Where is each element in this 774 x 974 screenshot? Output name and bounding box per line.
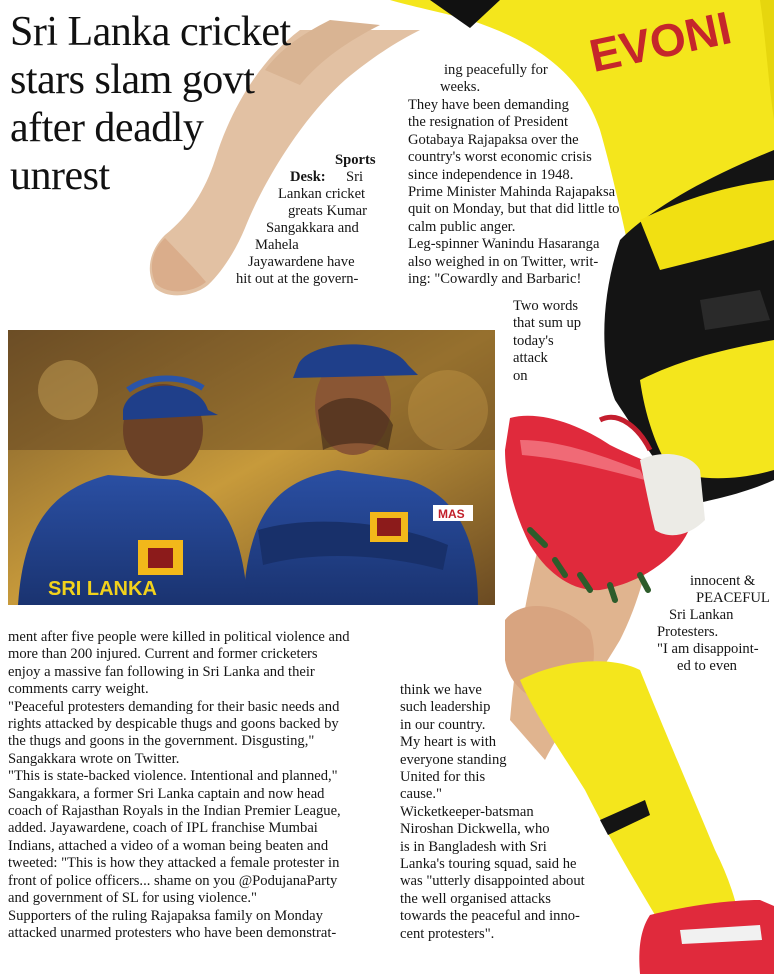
text-line: They have been demanding xyxy=(408,97,569,113)
headline-line: stars slam govt xyxy=(10,57,255,103)
text-line: Mahela xyxy=(255,237,299,253)
text-line: Prime Minister Mahinda Rajapaksa xyxy=(408,184,616,201)
text-line: Protesters. xyxy=(657,624,719,640)
text-line: United for this xyxy=(400,769,486,786)
text-line: country's worst economic crisis xyxy=(408,149,592,166)
text-line: Sangakkara wrote on Twitter. xyxy=(8,750,180,767)
shirt-text: SRI LANKA xyxy=(48,578,157,600)
text-line: attacked unarmed protesters who have been demonstrat- xyxy=(8,924,337,941)
text-line: ing peacefully for xyxy=(444,62,548,78)
dateline xyxy=(335,152,376,169)
jersey-sponsor-text: EVONI xyxy=(584,1,736,82)
text-line: such leadership xyxy=(400,699,491,716)
cricketers-photo xyxy=(8,330,495,605)
column-3-line xyxy=(677,658,737,675)
text-line: greats Kumar xyxy=(288,203,368,219)
text-line: towards the peaceful and inno- xyxy=(400,908,580,925)
text-line: cent protesters". xyxy=(400,925,495,942)
text-line: attack xyxy=(513,350,548,367)
text-line: Two words xyxy=(513,298,579,314)
text-line: comments carry weight. xyxy=(8,681,149,698)
headline-line: Sri Lanka cricket xyxy=(10,9,291,55)
column-2-line xyxy=(440,79,480,96)
text-line: weeks. xyxy=(440,79,481,95)
text-line: today's xyxy=(513,332,554,349)
text-line: the resignation of President xyxy=(408,114,569,131)
text-line: PEACEFUL xyxy=(696,590,770,606)
text-line: rights attacked by despicable thugs and goons backed by xyxy=(8,716,339,733)
column-2-continued xyxy=(513,298,581,385)
text-line: in our country. xyxy=(400,716,486,733)
text-line: My heart is with xyxy=(400,734,497,751)
text-line: calm public anger. xyxy=(408,218,516,235)
text-line: everyone standing xyxy=(400,751,507,768)
intro-paragraph xyxy=(236,271,358,288)
text-line: Sangakkara, a former Sri Lanka captain and now head xyxy=(8,785,325,802)
column-3-line xyxy=(657,641,759,658)
text-line: the thugs and goons in the government. Disgusting," xyxy=(8,733,315,750)
text-line: Sri xyxy=(346,169,364,185)
text-line: innocent & xyxy=(690,573,756,589)
text-line: "I am disappoint- xyxy=(657,641,759,657)
column-2-line xyxy=(444,62,548,79)
column-3-line xyxy=(690,573,755,590)
text-line: Lanka's touring squad, said he xyxy=(400,856,577,873)
text-line: coach of Rajasthan Royals in the Indian Premier League, xyxy=(8,803,341,820)
intro-paragraph xyxy=(278,186,365,203)
text-line: Niroshan Dickwella, who xyxy=(400,821,550,838)
column-1-paragraph xyxy=(8,629,388,942)
text-line: tweeted: "This is how they attacked a female protester in xyxy=(8,855,340,872)
text-line: Gotabaya Rajapaksa over the xyxy=(408,131,579,148)
text-line: the well organised attacks xyxy=(400,890,551,907)
text-line: on xyxy=(513,367,528,384)
text-line: Sangakkara and xyxy=(266,220,359,236)
text-line: cause." xyxy=(400,786,443,803)
dateline-label: Desk: xyxy=(290,169,326,185)
text-line: front of police officers... shame on you @PodujanaParty xyxy=(8,872,338,889)
text-line: and government of SL for using violence." xyxy=(8,890,257,907)
headline-line: unrest xyxy=(10,153,110,199)
column-3-line xyxy=(669,607,733,624)
text-line: ment after five people were killed in political violence and xyxy=(8,629,350,645)
intro-paragraph xyxy=(266,220,359,237)
intro-paragraph xyxy=(346,169,363,186)
dateline-label: Sports xyxy=(335,152,376,168)
text-line: "This is state-backed violence. Intentional and planned," xyxy=(8,768,338,785)
text-line: "Peaceful protesters demanding for their basic needs and xyxy=(8,698,340,715)
intro-paragraph xyxy=(288,203,367,220)
text-line: is in Bangladesh with Sri xyxy=(400,838,547,855)
text-line: since independence in 1948. xyxy=(408,166,574,183)
text-line: ed to even xyxy=(677,658,737,674)
text-line: quit on Monday, but that did little to xyxy=(408,201,620,218)
text-line: was "utterly disappointed about xyxy=(400,873,585,890)
photo-illustration xyxy=(8,330,495,605)
headline-line: after deadly xyxy=(10,105,204,151)
text-line: Wicketkeeper-batsman xyxy=(400,803,534,820)
text-line: Sri Lankan xyxy=(669,607,734,623)
text-line: also weighed in on Twitter, writ- xyxy=(408,253,599,270)
column-3-line xyxy=(696,590,770,607)
text-line: more than 200 injured. Current and former cricketers xyxy=(8,646,318,663)
text-line: Leg-spinner Wanindu Hasaranga xyxy=(408,236,600,253)
headline xyxy=(10,8,330,200)
intro-paragraph xyxy=(255,237,299,254)
text-line: that sum up xyxy=(513,315,582,332)
sponsor-text: MAS xyxy=(438,507,465,521)
text-line: think we have xyxy=(400,682,482,698)
column-4-paragraph xyxy=(400,682,585,943)
column-3-line xyxy=(657,624,718,641)
dateline xyxy=(290,169,326,186)
text-line: enjoy a massive fan following in Sri Lanka and their xyxy=(8,663,315,680)
text-line: Jayawardene have xyxy=(248,254,355,270)
text-line: hit out at the govern- xyxy=(236,271,359,287)
intro-paragraph xyxy=(248,254,355,271)
text-line: Supporters of the ruling Rajapaksa family on Monday xyxy=(8,907,323,924)
text-line: ing: "Cowardly and Barbaric! xyxy=(408,271,582,288)
text-line: added. Jayawardene, coach of IPL franchise Mumbai xyxy=(8,820,318,837)
text-line: Lankan cricket xyxy=(278,186,366,202)
column-2-paragraph xyxy=(408,97,619,288)
text-line: Indians, attached a video of a woman being beaten and xyxy=(8,837,329,854)
